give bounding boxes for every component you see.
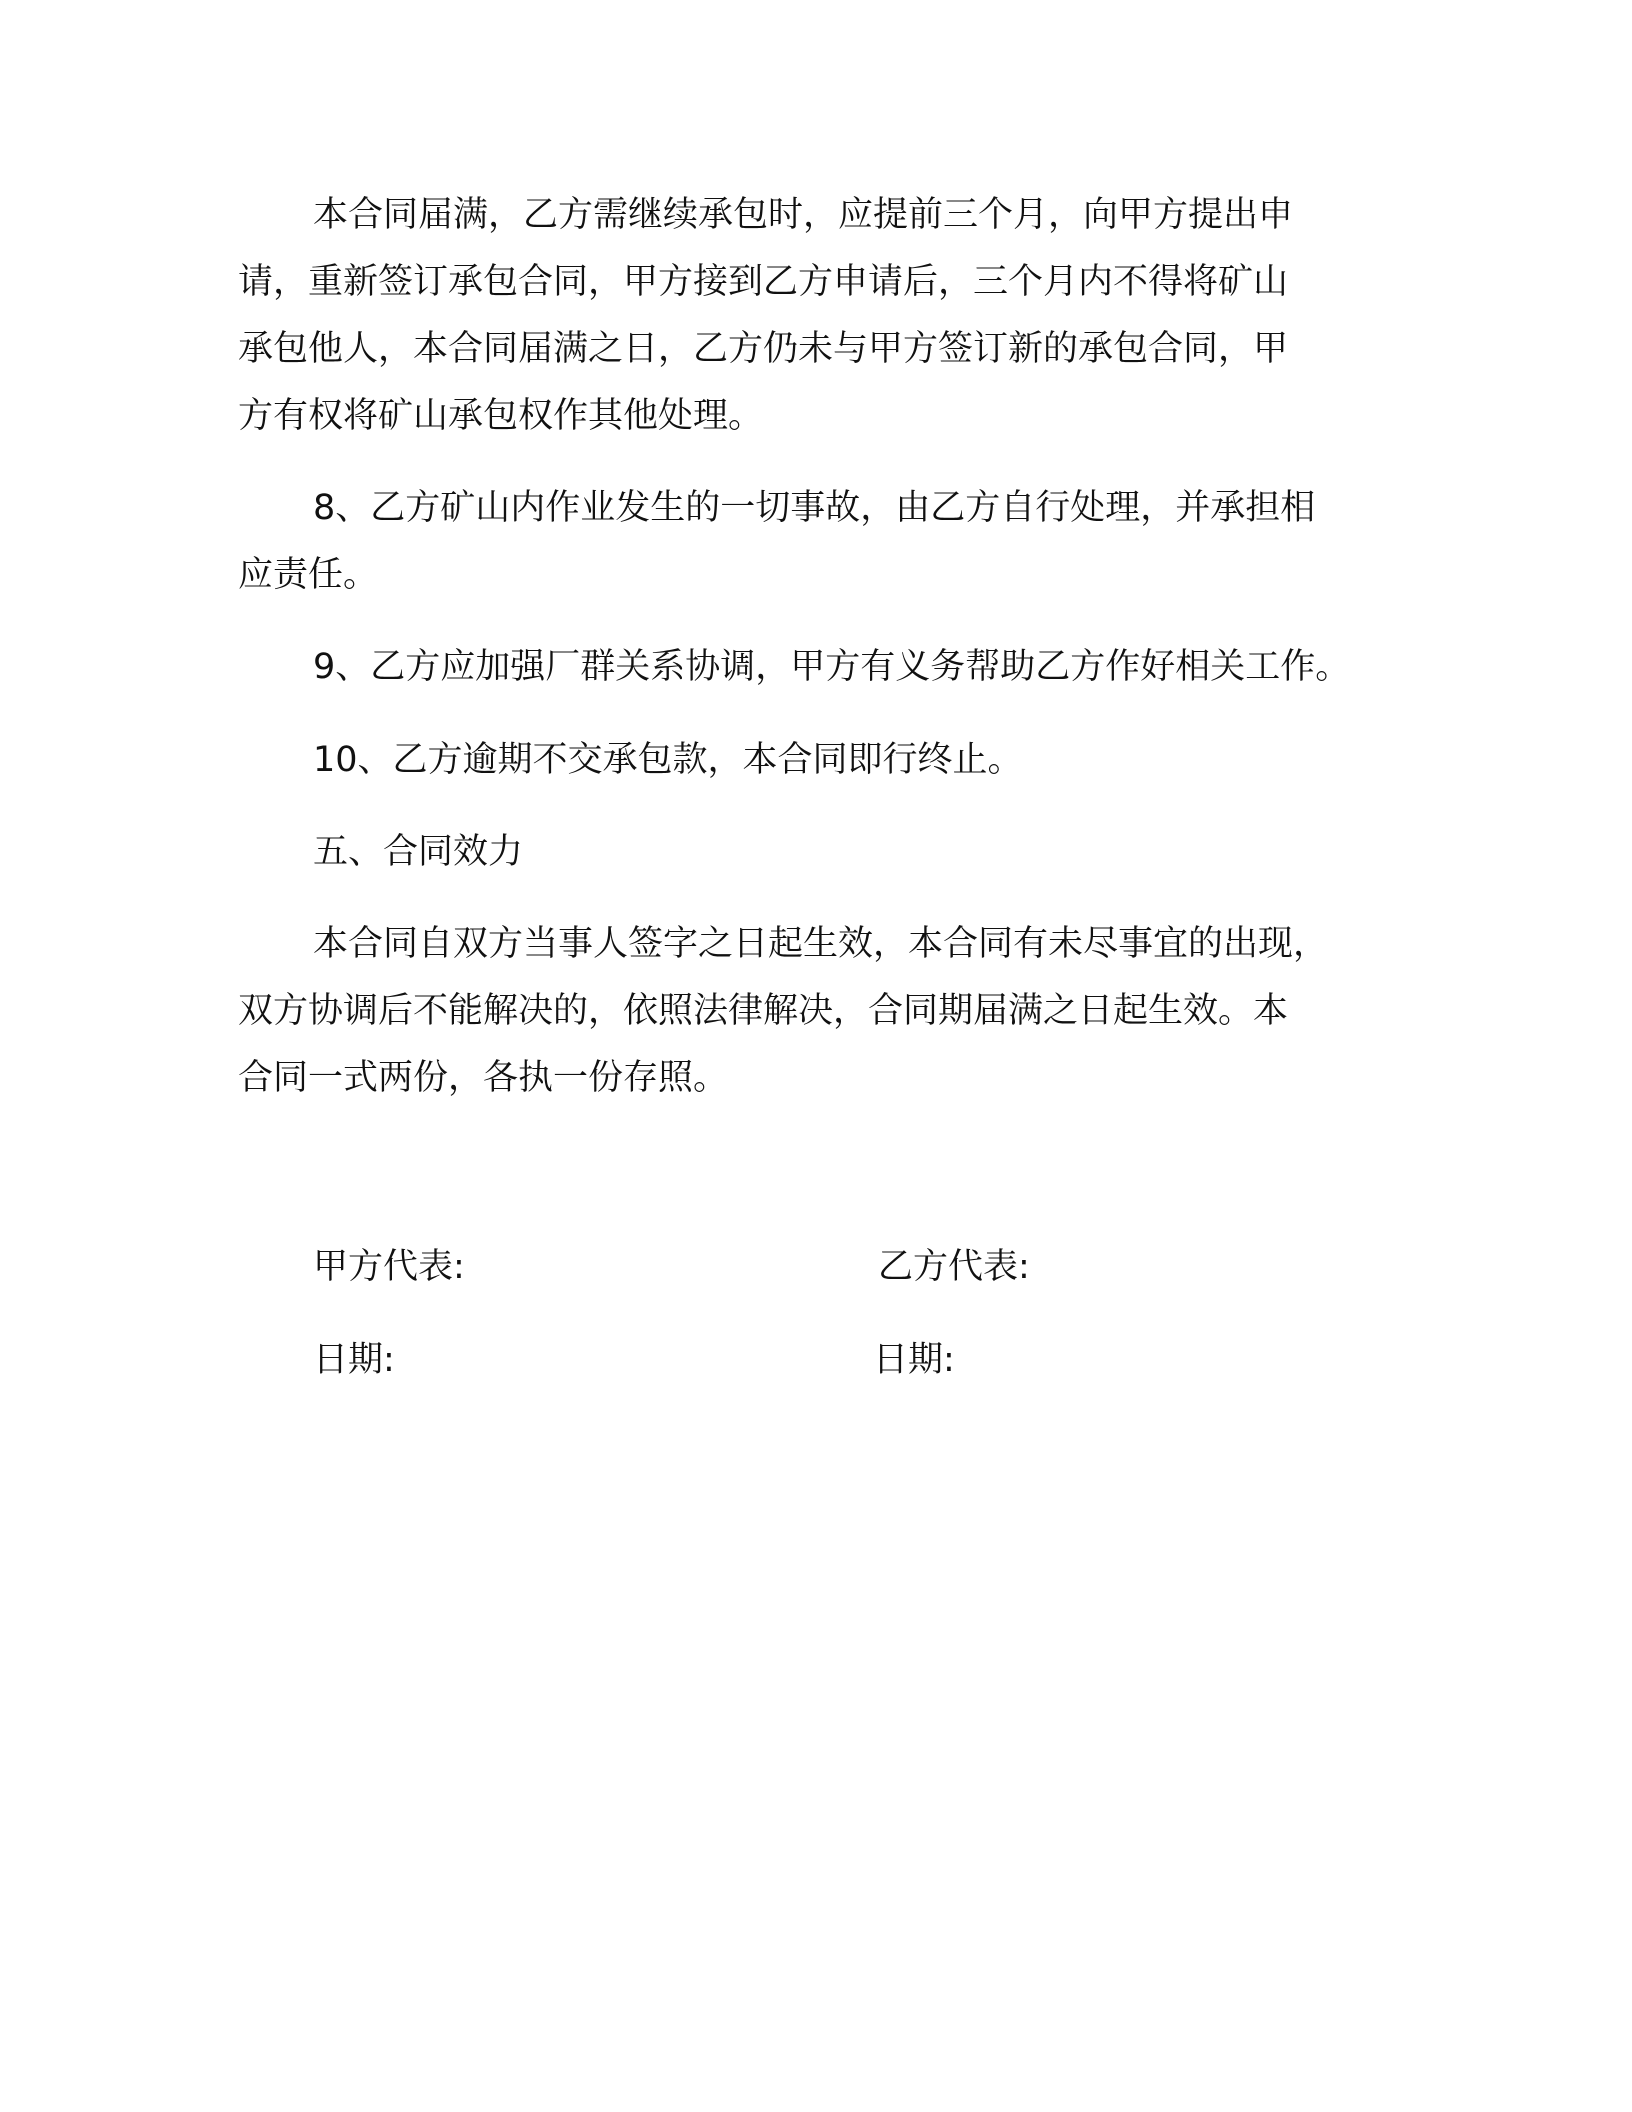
paragraph-validity-line-2: 双方协调后不能解决的，依照法律解决，合同期届满之日起生效。本 (238, 991, 1289, 1031)
clause-9-line-1: 9、乙方应加强厂群关系协调，甲方有义务帮助乙方作好相关工作。 (313, 647, 1351, 687)
paragraph-renewal-line-3: 承包他人，本合同届满之日，乙方仍未与甲方签订新的承包合同，甲 (238, 329, 1289, 369)
paragraph-renewal-line-4: 方有权将矿山承包权作其他处理。 (238, 396, 764, 436)
paragraph-validity-line-1: 本合同自双方当事人签字之日起生效，本合同有未尽事宜的出现， (313, 924, 1329, 964)
party-b-date-label: 日期: (873, 1340, 955, 1380)
paragraph-validity-line-3: 合同一式两份，各执一份存照。 (238, 1058, 729, 1098)
clause-8-line-2: 应责任。 (238, 555, 379, 595)
section-5-heading: 五、合同效力 (313, 832, 524, 872)
paragraph-renewal-line-1: 本合同届满，乙方需继续承包时，应提前三个月，向甲方提出申 (313, 195, 1294, 235)
paragraph-renewal-line-2: 请，重新签订承包合同，甲方接到乙方申请后，三个月内不得将矿山 (238, 262, 1289, 302)
clause-8-line-1: 8、乙方矿山内作业发生的一切事故，由乙方自行处理，并承担相 (313, 488, 1316, 528)
party-a-date-label: 日期: (313, 1340, 395, 1380)
clause-10-line-1: 10、乙方逾期不交承包款，本合同即行终止。 (313, 740, 1023, 780)
party-a-representative-label: 甲方代表: (313, 1247, 465, 1287)
party-b-representative-label: 乙方代表: (878, 1247, 1030, 1287)
